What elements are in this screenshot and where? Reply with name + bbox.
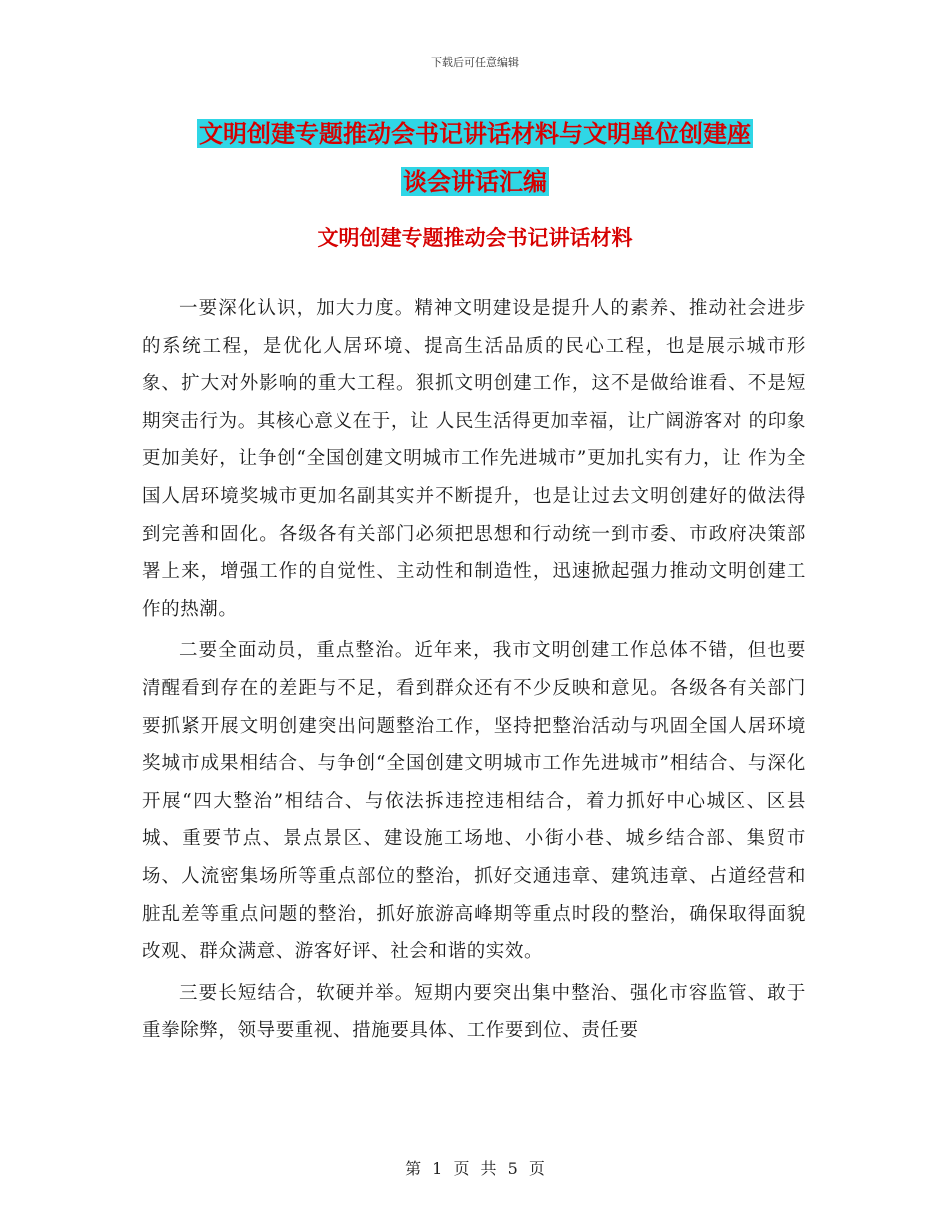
page-number: 第 1 页 共 5 页	[405, 1159, 545, 1178]
document-title-line-2: 谈会讲话汇编	[403, 167, 547, 196]
page-header-note: 下载后可任意编辑	[431, 56, 519, 69]
document-title-line-1: 文明创建专题推动会书记讲话材料与文明单位创建座	[199, 119, 751, 148]
paragraph-1: 一要深化认识，加大力度。精神文明建设是提升人的素养、推动社会进步的系统工程，是优化人居环境、提高生活品质的民心工程，也是展示城市形象、扩大对外影响的重大工程。狠抓文明创建工作，这不是做给谁看、不是短期突击行为。其核心意义在于，让 人民生活得更加幸福，让广阔游客对 的印象更加美好，让争创“全国创建文明城市工作先进城市”更加扎实有力，让 作为全国人居环境奖城市更加名副其实并不断提升，也是让过去文明创建好的做法得到完善和固化。各级各有关部门必须把思想和行动统一到市委、市政府决策部署上来，增强工作的自觉性、主动性和制造性，迅速掀起强力推动文明创建工作的热潮。	[142, 298, 806, 620]
section-title: 文明创建专题推动会书记讲话材料	[317, 225, 633, 250]
document-body	[142, 290, 806, 1054]
paragraph-2: 二要全面动员，重点整治。近年来，我市文明创建工作总体不错，但也要清醒看到存在的差距与不足，看到群众还有不少反映和意见。各级各有关部门要抓紧开展文明创建突出问题整治工作，坚持把整治活动与巩固全国人居环境奖城市成果相结合、与争创“全国创建文明城市工作先进城市”相结合、与深化开展“四大整治”相结合、与依法拆违控违相结合，着力抓好中心城区、区县城、重要节点、景点景区、建设施工场地、小街小巷、城乡结合部、集贸市场、人流密集场所等重点部位的整治，抓好交通违章、建筑违章、占道经营和脏乱差等重点问题的整治，抓好旅游高峰期等重点时段的整治，确保取得面貌改观、群众满意、游客好评、社会和谐的实效。	[142, 640, 806, 963]
paragraph-3: 三要长短结合，软硬并举。短期内要突出集中整治、强化市容监管、敢于重拳除弊，领导要重视、措施要具体、工作要到位、责任要	[142, 982, 806, 1042]
document-title	[150, 110, 800, 206]
